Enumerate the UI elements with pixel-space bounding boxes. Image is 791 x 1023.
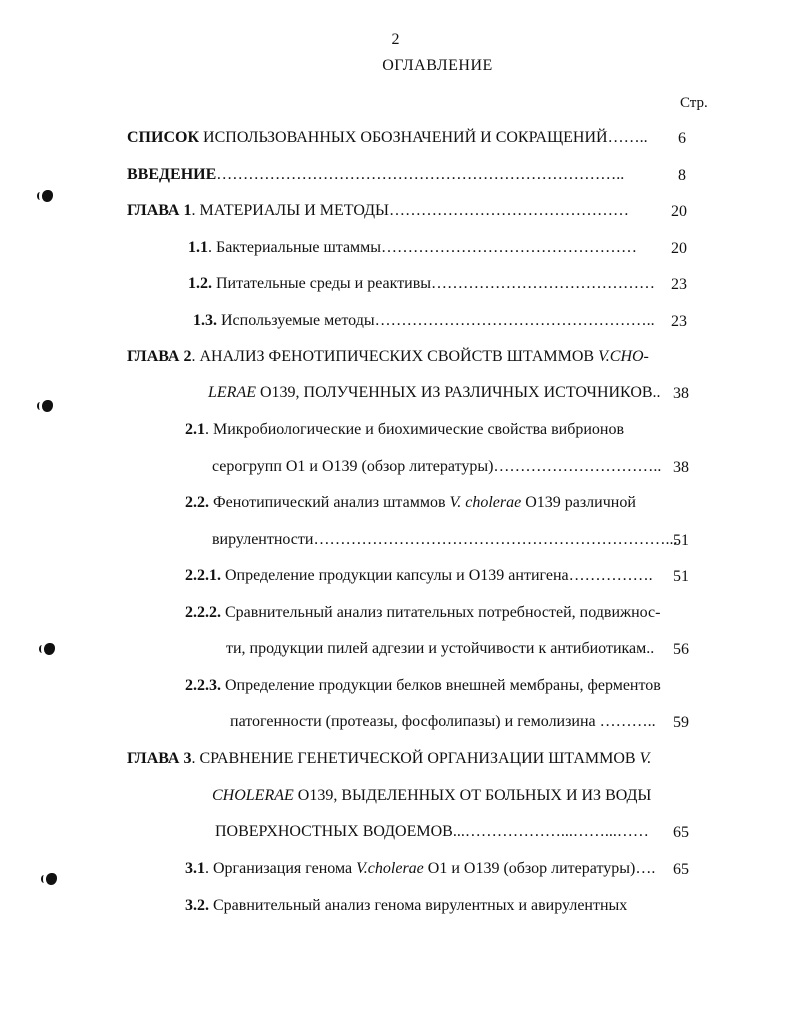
toc-entry-page: 8 [678, 167, 686, 184]
entry-prefix: 1.2. [188, 275, 212, 292]
entry-italic: V. [639, 750, 652, 767]
entry-prefix: 3.1 [185, 860, 205, 877]
entry-italic: V.CHO- [598, 348, 649, 365]
entry-text: серогрупп O1 и O139 (обзор литературы)………………………….. [212, 458, 662, 475]
scan-blot-mark [46, 873, 57, 885]
entry-text: ПОВЕРХНОСТНЫХ ВОДОЕМОВ...………………...……...…… [215, 823, 649, 840]
toc-entry-2-1[interactable] [185, 420, 624, 440]
entry-italic: V.cholerae [356, 860, 424, 877]
entry-prefix: 1.1 [188, 239, 208, 256]
entry-text: ………………………………………………………………….. [216, 166, 625, 183]
scan-blot-mark [42, 400, 53, 412]
toc-heading: ОГЛАВЛЕНИЕ [382, 57, 493, 74]
toc-entry-chapter-3-cont2[interactable] [215, 822, 649, 842]
toc-entry-introduction[interactable] [127, 165, 624, 185]
entry-text: . Бактериальные штаммы………………………………………… [208, 239, 638, 256]
toc-entry-page: 38 [673, 459, 689, 476]
entry-text: . АНАЛИЗ ФЕНОТИПИЧЕСКИХ СВОЙСТВ ШТАММОВ [191, 348, 599, 365]
entry-text: . Микробиологические и биохимические свойства вибрионов [205, 421, 625, 438]
toc-entry-page: 59 [673, 714, 689, 731]
entry-text-tail: O139 различной [521, 494, 636, 511]
entry-prefix: ГЛАВА 3 [127, 750, 192, 767]
entry-text: ИСПОЛЬЗОВАННЫХ ОБОЗНАЧЕНИЙ И СОКРАЩЕНИЙ…….. [199, 129, 648, 146]
entry-prefix: 2.2. [185, 494, 209, 511]
entry-text: Определение продукции белков внешней мембраны, ферментов [221, 677, 661, 694]
scan-blot-mark [44, 643, 55, 655]
entry-text: Сравнительный анализ питательных потребностей, подвижнос- [221, 604, 661, 621]
toc-entry-2-2-3-cont[interactable] [230, 712, 656, 732]
toc-entry-page: 20 [671, 203, 687, 220]
toc-entry-1-2[interactable] [188, 274, 655, 294]
toc-entry-chapter-2[interactable] [127, 347, 649, 367]
entry-prefix: 2.2.2. [185, 604, 221, 621]
entry-prefix: 2.1 [185, 421, 205, 438]
toc-entry-page: 56 [673, 641, 689, 658]
toc-entry-3-1[interactable] [185, 859, 655, 879]
entry-italic: CHOLERAE [212, 787, 294, 804]
toc-entry-2-2-cont[interactable] [212, 530, 677, 550]
toc-entry-page: 6 [678, 130, 686, 147]
toc-entry-chapter-2-cont[interactable] [208, 383, 661, 403]
toc-entry-2-2-1[interactable] [185, 566, 653, 586]
toc-entry-page: 65 [673, 824, 689, 841]
entry-prefix: ГЛАВА 2 [127, 348, 192, 365]
toc-entry-chapter-3[interactable] [127, 749, 651, 769]
toc-entry-2-2[interactable] [185, 493, 636, 513]
toc-entry-3-2[interactable] [185, 896, 627, 916]
toc-entry-page: 65 [673, 861, 689, 878]
entry-italic: LERAE [208, 384, 256, 401]
toc-entry-abbreviations[interactable] [127, 128, 648, 148]
entry-prefix: 1.3. [193, 312, 217, 329]
entry-prefix: ГЛАВА 1 [127, 202, 192, 219]
toc-entry-page: 23 [671, 276, 687, 293]
entry-prefix: ВВЕДЕНИЕ [127, 166, 217, 183]
entry-prefix: 3.2. [185, 897, 209, 914]
entry-text: ти, продукции пилей адгезии и устойчивости к антибиотикам.. [226, 640, 655, 657]
page-column-label: Стр. [680, 95, 708, 111]
entry-text: Питательные среды и реактивы…………………………………… [212, 275, 656, 292]
entry-text: Определение продукции капсулы и O139 антигена……………. [221, 567, 653, 584]
entry-prefix: 2.2.1. [185, 567, 221, 584]
entry-text: Фенотипический анализ штаммов [209, 494, 450, 511]
toc-entry-2-1-cont[interactable] [212, 457, 661, 477]
toc-entry-page: 38 [673, 385, 689, 402]
toc-entry-chapter-3-cont[interactable] [212, 786, 651, 806]
page-number: 2 [391, 31, 400, 48]
entry-text-tail: O1 и O139 (обзор литературы)…. [423, 860, 656, 877]
entry-text: O139, ВЫДЕЛЕННЫХ ОТ БОЛЬНЫХ И ИЗ ВОДЫ [293, 787, 652, 804]
entry-prefix: 2.2.3. [185, 677, 221, 694]
toc-entry-chapter-1[interactable] [127, 201, 629, 221]
toc-entry-2-2-2[interactable] [185, 603, 660, 623]
toc-entry-page: 20 [671, 240, 687, 257]
entry-text: O139, ПОЛУЧЕННЫХ ИЗ РАЗЛИЧНЫХ ИСТОЧНИКОВ.. [256, 384, 661, 401]
toc-entry-page: 51 [673, 568, 689, 585]
toc-entry-1-1[interactable] [188, 238, 637, 258]
entry-text: . МАТЕРИАЛЫ И МЕТОДЫ……………………………………… [191, 202, 629, 219]
entry-italic: V. cholerae [449, 494, 522, 511]
entry-text: патогенности (протеазы, фосфолипазы) и гемолизина ……….. [230, 713, 656, 730]
toc-entry-2-2-3[interactable] [185, 676, 661, 696]
entry-text: Сравнительный анализ генома вирулентных и авирулентных [209, 897, 628, 914]
entry-text: . Организация генома [205, 860, 357, 877]
scan-blot-mark [42, 190, 53, 202]
entry-text: . СРАВНЕНИЕ ГЕНЕТИЧЕСКОЙ ОРГАНИЗАЦИИ ШТАММОВ [191, 750, 640, 767]
toc-entry-1-3[interactable] [193, 311, 655, 331]
entry-text: Используемые методы…………………………………………….. [217, 312, 655, 329]
toc-entry-page: 23 [671, 313, 687, 330]
toc-entry-page: 51 [673, 532, 689, 549]
entry-text: вирулентности…………………………………………………………... [212, 531, 678, 548]
toc-entry-2-2-2-cont[interactable] [226, 639, 654, 659]
entry-prefix: СПИСОК [127, 129, 200, 146]
